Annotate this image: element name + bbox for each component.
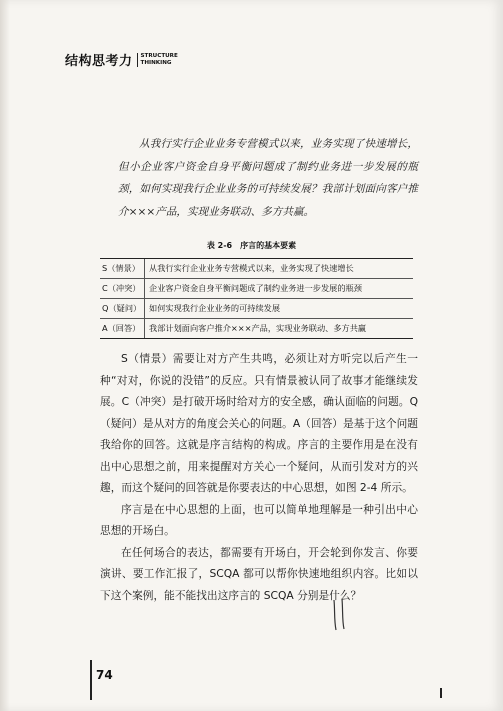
row-value: 企业客户资金自身平衡问题成了制约业务进一步发展的瓶颈 (149, 283, 362, 293)
body-paragraph: 在任何场合的表达，都需要有开场白，开会轮到你发言、你要演讲、要工作汇报了，SCQA 都可以帮你快速地组织内容。比如以下这个案例，能不能找出这序言的 SCQA 分别是什么？ (100, 545, 418, 602)
row-key: C（冲突） (100, 279, 145, 298)
body-paragraph: S（情景）需要让对方产生共鸣，必须让对方听完以后产生一种“对对，你说的没错”的反应。只有情景被认同了故事才能继续发展。C（冲突）是打破开场时给对方的安全感，确认面临的问题。Q（疑问）是从对方的角度会关心的问题。A（回答）是基于这个问题我给你的回答。这就是序言结构的构成。序言的主要作用是在没有出中心思想之前，用来提醒对方关心一个疑问，从而引发对方的兴趣，而这个疑问的回答就是你要表达的中心思想，如图 2-4 所示。 (100, 352, 418, 494)
row-key: S（情景） (100, 259, 145, 278)
row-key: A（回答） (100, 319, 145, 338)
example-quote-text: 从我行实行企业业务专营模式以来，业务实现了快速增长，但小企业客户资金自身平衡问题成了制约业务进一步发展的瓶颈，如何实现我行企业业务的可持续发展？我部计划面向客户推介×××产品，实现业务联动、多方共赢。 (118, 138, 418, 218)
row-key: Q（疑问） (100, 299, 145, 318)
table-row (100, 259, 413, 279)
table-row (100, 299, 413, 319)
table-row (100, 279, 413, 299)
row-value: 从我行实行企业业务专营模式以来，业务实现了快速增长 (149, 263, 354, 273)
pencil-marks (330, 598, 350, 632)
running-header (65, 50, 178, 69)
header-divider (137, 53, 138, 67)
page-number-rule (90, 660, 92, 700)
row-value: 我部计划面向客户推介×××产品，实现业务联动、多方共赢 (149, 323, 367, 333)
edge-mark (440, 688, 442, 698)
table-row (100, 319, 413, 338)
body-text (100, 348, 418, 606)
page-gutter-shadow (0, 0, 10, 711)
table-caption: 表 2-6 序言的基本要素 (206, 241, 297, 250)
book-title-en-line2: THINKING (140, 59, 172, 66)
scqa-table (100, 258, 413, 339)
body-paragraph: 序言是在中心思想的上面，也可以简单地理解是一种引出中心思想的开场白。 (100, 502, 418, 537)
book-title-en (141, 53, 178, 66)
book-title-cn: 结构思考力 (65, 54, 133, 69)
book-title-en-line1: STRUCTURE (140, 53, 178, 60)
row-value: 如何实现我行企业业务的可持续发展 (149, 303, 281, 313)
example-quote (118, 133, 418, 223)
page-number: 74 (96, 668, 113, 682)
